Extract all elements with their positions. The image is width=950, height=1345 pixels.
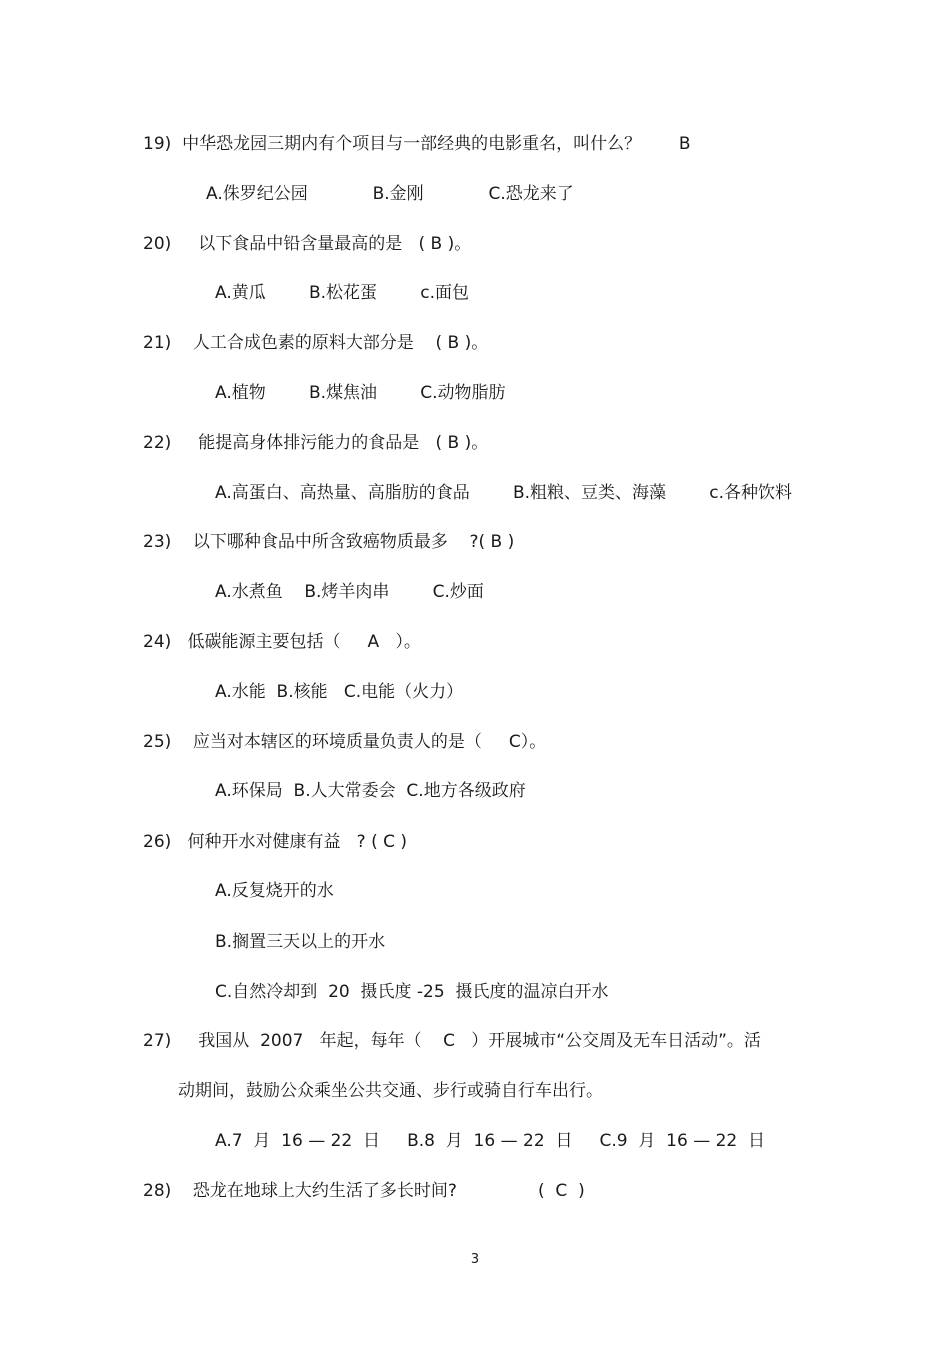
question-24: 24) 低碳能源主要包括（ A ）。 [143,632,421,652]
question-26: 26) 何种开水对健康有益 ? ( C ) [143,832,408,852]
question-21: 21) 人工合成色素的原料大部分是 ( B )。 [143,333,489,353]
question-24-options: A.水能 B.核能 C.电能（火力） [215,682,464,702]
question-27-options: A.7 月 16 — 22 日 B.8 月 16 — 22 日 C.9 月 16 — 22 日 [215,1131,766,1151]
question-20-options: A.黄瓜 B.松花蛋 c.面包 [215,283,470,303]
question-23-options: A.水煮鱼 B.烤羊肉串 C.炒面 [215,582,484,602]
question-25-options: A.环保局 B.人大常委会 C.地方各级政府 [215,781,526,801]
question-23: 23) 以下哪种食品中所含致癌物质最多 ?( B ) [143,532,515,552]
question-19-options: A.侏罗纪公园 B.金刚 C.恐龙来了 [206,184,574,204]
question-25: 25) 应当对本辖区的环境质量负责人的是（ C）。 [143,732,547,752]
question-22-options: A.高蛋白、高热量、高脂肪的食品 B.粗粮、豆类、海藻 c.各种饮料 [215,483,793,503]
question-22: 22) 能提高身体排污能力的食品是 ( B )。 [143,433,489,453]
question-20: 20) 以下食品中铅含量最高的是 ( B )。 [143,234,472,254]
page-number: 3 [470,1252,480,1267]
question-28: 28) 恐龙在地球上大约生活了多长时间? ( C ) [143,1181,585,1201]
question-27-continuation: 动期间，鼓励公众乘坐公共交通、步行或骑自行车出行。 [178,1081,603,1101]
question-26-option-a: A.反复烧开的水 [215,881,334,901]
question-26-option-c: C.自然冷却到 20 摄氏度 -25 摄氏度的温凉白开水 [215,982,609,1002]
question-21-options: A.植物 B.煤焦油 C.动物脂肪 [215,383,506,403]
question-19: 19) 中华恐龙园三期内有个项目与一部经典的电影重名，叫什么？ B [143,134,691,154]
question-27: 27) 我国从 2007 年起，每年（ C ）开展城市“公交周及无车日活动”。活 [143,1031,761,1051]
question-26-option-b: B.搁置三天以上的开水 [215,932,386,952]
